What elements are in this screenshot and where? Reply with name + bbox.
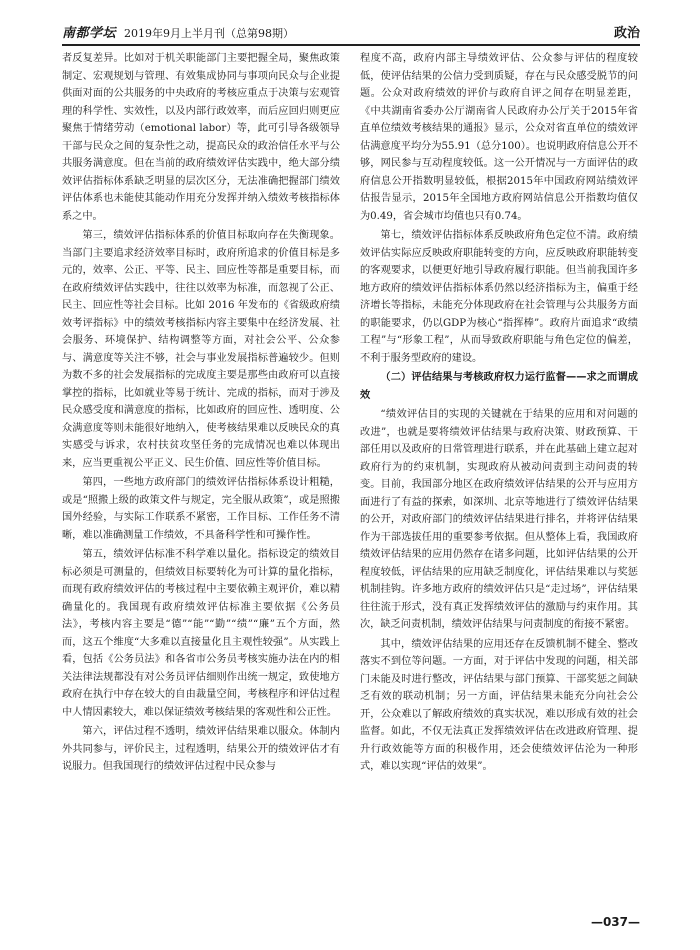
header-left [62,22,294,44]
issue-info: 2019年9月上半月刊（总第98期） [124,27,295,40]
paragraph: 第四，一些地方政府部门的绩效评估指标体系设计粗糙，或是“照搬上级的政策文件与规定，完全服从政策”，或是照搬国外经验，与实际工作联系不紧密，工作目标、工作任务不清晰，难以准确测量工作绩效，不具备科学性和可操作性。 [62,477,340,541]
paragraph: “绩效评估目的实现的关键就在于结果的应用和对问题的改进”，也就是要将绩效评估结果与政府决策、财政预算、干部任用以及政府的日常管理进行联系，并在此基础上建立起对政府行为的约束机制，实现政府从被动问责到主动问责的转变。目前，我国部分地区在政府绩效评估结果的公开与应用方面进行了有益的探索，如深圳、北京等地进行了绩效评估结果的公开，对政府部门的绩效评估结果进行排名，并将评估结果作为干部选拔任用的重要参考依据。但从整体上看，我国政府绩效评估结果的应用仍然存在诸多问题，比如评估结果的公开程度较低，评估结果的应用缺乏制度化，评估结果难以与奖惩机制挂钩。许多地方政府的绩效评估只是“走过场”，评估结果往往流于形式，没有真正发挥绩效评估的激励与约束作用。其次，缺乏问责机制，绩效评估结果与问责制度的衔接不紧密。 [360,409,638,630]
paragraph: 者反复差异。比如对于机关职能部门主要把握全局，聚焦政策制定、宏观规划与管理、有效集成协同与事项向民众与企业提供面对面的公共服务的中央政府的考核应重点于决策与宏观管理的科学性、实效性，以及内部行政效率，而后应回归则更应聚焦于情绪劳动（emotional labor）等，此可引导各级领导干部与民众之间的复杂性之动，提高民众的政治信任水平与公共服务满意度。但在当前的政府绩效评估实践中，绝大部分绩效评估指标体系缺乏明显的层次区分，无法准确把握部门绩效评估体系也未能使其能动作用充分发挥并纳入绩效考核指标体系之中。 [62,53,340,222]
paragraph: 第五，绩效评估标准不科学难以量化。指标设定的绩效目标必须是可测量的，但绩效目标要转化为可计算的量化指标，而现有政府绩效评估的考核过程中主要依赖主观评价，难以精确量化的。我国现有政府绩效评估标准主要依据《公务员法》，考核内容主要是“德”“能”“勤”“绩”“廉”五个方面，然而，这五个维度“大多难以直接量化且主观性较强”。从实践上看，包括《公务员法》和各省市公务员考核实施办法在内的相关法律法规都没有对公务员评估细则作出统一规定，致使地方政府在执行中存在较大的自由裁量空间，考核程序和评估过程中人情因素较大，难以保证绩效考核结果的客观性和公正性。 [62,549,340,718]
page-header [62,22,640,46]
paragraph: 程度不高，政府内部主导绩效评估、公众参与评估的程度较低，使评估结果的公信力受到质疑，存在与民众感受脱节的问题。公众对政府绩效的评价与政府自评之间存在明显差距，《中共湖南省委办公厅湖南省人民政府办公厅关于2015年省直单位绩效考核结果的通报》显示，公众对省直单位的绩效评估满意度平均分为55.91（总分100）。也说明政府信息公开不够，网民参与互动程度较低。这一公开情况与一方面评估的政府信息公开指数明显较低，根据2015年中国政府网站绩效评估报告显示，2015年全国地方政府网站信息公开指数均值仅为0.49，省会城市均值也只有0.74。 [360,53,638,222]
paragraph: 第三，绩效评估指标体系的价值目标取向存在失衡现象。当部门主要追求经济效率目标时，政府所追求的价值目标是多元的，效率、公正、平等、民主、回应性等都是重要目标，而在政府绩效评估实践中，往往以效率为标准，而忽视了公正、民主、回应性等社会目标。比如 2016 年发布的《省级政府绩效考评指标》中的绩效考核指标内容主要集中在经济发展、社会服务、环境保护、结构调整等方面，对社会公平、公众参与、满意度等关注不够，社会与事业发展指标普遍较少。但则为数不多的社会发展指标的完成度主要是那些由政府可以直接掌控的指标，比如就业等易于统计、完成的指标，而对于涉及民众感受度和满意度的指标，比如政府的回应性、透明度、公众满意度等则未能很好地纳入，使考核结果难以反映民众的真实感受与诉求，农村扶贫攻坚任务的完成情况也难以体现出来，应当更重视公平正义、民生价值、回应性等价值目标。 [62,230,340,469]
right-column [360,50,638,900]
section-label: 政治 [613,26,640,41]
paragraph: 第七，绩效评估指标体系反映政府角色定位不清。政府绩效评估实际应反映政府职能转变的方向，应反映政府职能转变的客观要求，以便更好地引导政府履行职能。但当前我国许多地方政府的绩效评估指标体系仍然以经济指标为主，偏重于经济增长等指标，未能充分体现政府在社会管理与公共服务方面的职能要求，仍以GDP为核心“指挥棒”。政府片面追求“政绩工程”与“形象工程”，从而导致政府职能与角色定位的偏差，不利于服务型政府的建设。 [360,230,638,364]
page-number: —037— [590,915,640,929]
section-heading: （二）评估结果与考核政府权力运行监督——求之而谓成效 [360,372,638,401]
paragraph: 其中，绩效评估结果的应用还存在反馈机制不健全、整改落实不到位等问题。一方面，对于评估中发现的问题，相关部门未能及时进行整改，评估结果与部门预算、干部奖惩之间缺乏有效的联动机制；另一方面，评估结果未能充分向社会公开，公众难以了解政府绩效的真实状况，难以形成有效的社会监督。如此，不仅无法真正发挥绩效评估在改进政府管理、提升行政效能等方面的积极作用，还会使绩效评估沦为一种形式，难以实现“评估的效果”。 [360,638,638,772]
left-column [62,50,340,900]
paragraph: 第六，评估过程不透明，绩效评估结果难以服众。体制内外共同参与，评价民主，过程透明，结果公开的绩效评估才有说服力。但我国现行的绩效评估过程中民众参与 [62,726,340,772]
journal-title: 南都学坛 [62,26,117,41]
